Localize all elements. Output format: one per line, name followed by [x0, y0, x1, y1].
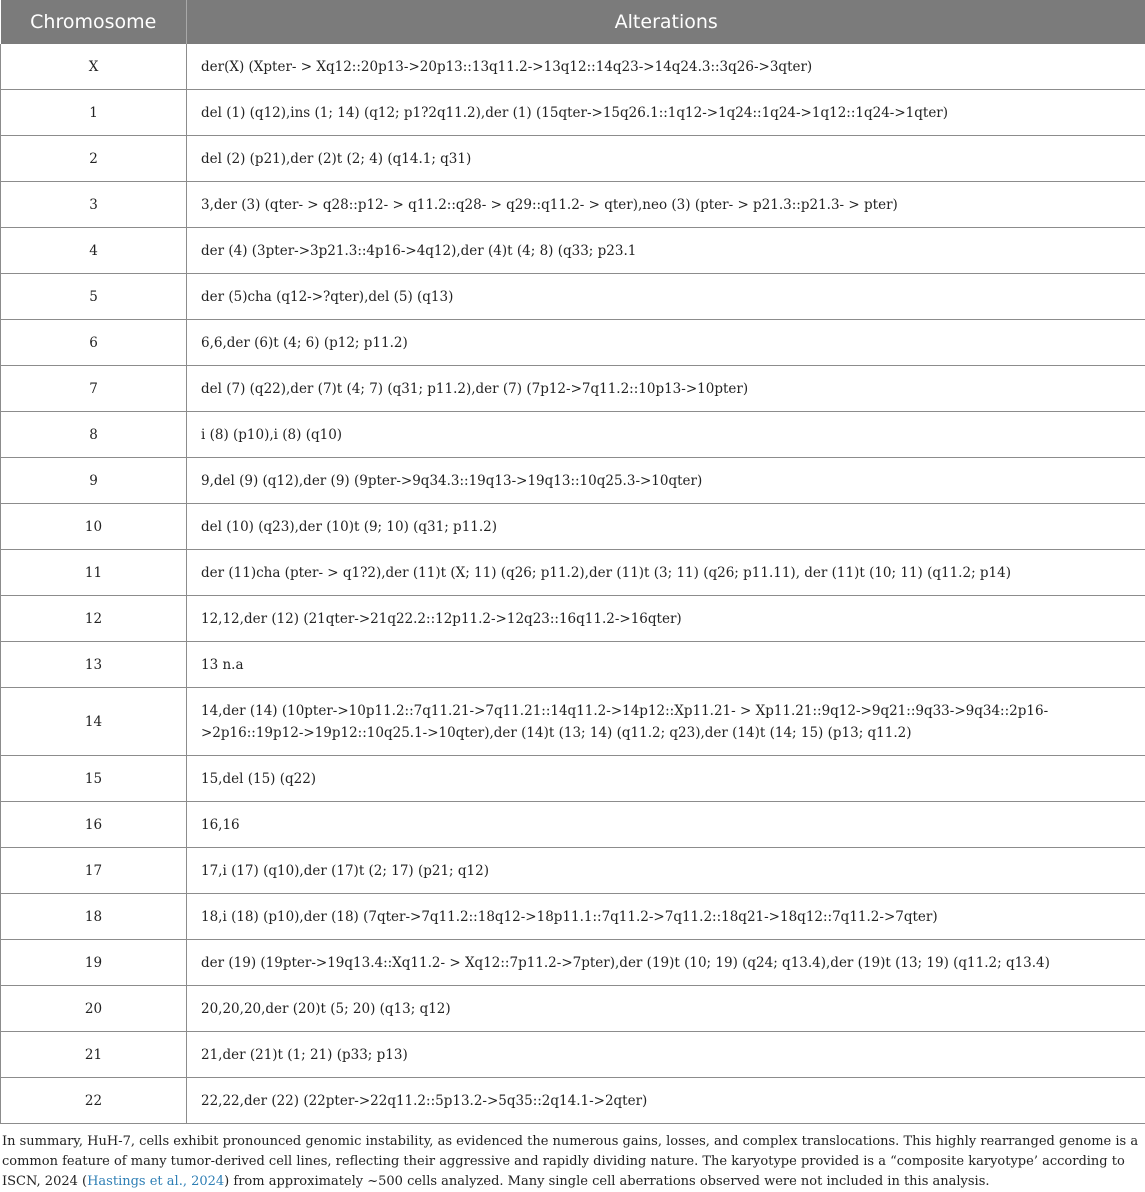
chromosome-cell: 18 — [1, 894, 187, 940]
column-header-alterations: Alterations — [187, 0, 1145, 44]
chromosome-cell: 22 — [1, 1078, 187, 1124]
alterations-cell: del (7) (q22),der (7)t (4; 7) (q31; p11.2),der (7) (7p12->7q11.2::10p13->10pter) — [187, 366, 1145, 412]
chromosome-cell: X — [1, 44, 187, 90]
table-row — [1, 550, 1145, 596]
table-row — [1, 986, 1145, 1032]
alterations-cell: 15,del (15) (q22) — [187, 756, 1145, 802]
table-row — [1, 320, 1145, 366]
alterations-cell: der(X) (Xpter- > Xq12::20p13->20p13::13q11.2->13q12::14q23->14q24.3::3q26->3qter) — [187, 44, 1145, 90]
alterations-cell: 18,i (18) (p10),der (18) (7qter->7q11.2::18q12->18p11.1::7q11.2->7q11.2::18q21->18q12::7q11.2->7qter) — [187, 894, 1145, 940]
table-row — [1, 182, 1145, 228]
chromosome-cell: 3 — [1, 182, 187, 228]
table-row — [1, 894, 1145, 940]
summary-paragraph — [0, 1124, 1145, 1192]
chromosome-cell: 12 — [1, 596, 187, 642]
alterations-cell: i (8) (p10),i (8) (q10) — [187, 412, 1145, 458]
chromosome-cell: 8 — [1, 412, 187, 458]
chromosome-cell: 15 — [1, 756, 187, 802]
alterations-cell: del (2) (p21),der (2)t (2; 4) (q14.1; q31) — [187, 136, 1145, 182]
table-row — [1, 136, 1145, 182]
table-row — [1, 90, 1145, 136]
table-row — [1, 802, 1145, 848]
summary-text-before: In summary, HuH-7, cells exhibit pronounced genomic instability, as evidenced the numerous gains, losses, and complex translocations. This highly rearranged genome is a common feature of many tumor-derived cell lines, reflecting their aggressive and rapidly dividing nature. The karyotype provided is a “composite karyotype’ according to ISCN, 2024 ( — [2, 1134, 1138, 1189]
alterations-cell: 16,16 — [187, 802, 1145, 848]
column-header-chromosome: Chromosome — [1, 0, 187, 44]
chromosome-cell: 16 — [1, 802, 187, 848]
table-row — [1, 848, 1145, 894]
chromosome-cell: 2 — [1, 136, 187, 182]
alterations-cell: 9,del (9) (q12),der (9) (9pter->9q34.3::19q13->19q13::10q25.3->10qter) — [187, 458, 1145, 504]
table-row — [1, 44, 1145, 90]
table-header-row — [1, 0, 1145, 44]
table-row — [1, 688, 1145, 756]
chromosome-cell: 11 — [1, 550, 187, 596]
chromosome-cell: 5 — [1, 274, 187, 320]
alterations-cell: 6,6,der (6)t (4; 6) (p12; p11.2) — [187, 320, 1145, 366]
alterations-cell: der (4) (3pter->3p21.3::4p16->4q12),der (4)t (4; 8) (q33; p23.1 — [187, 228, 1145, 274]
summary-text-after: ) from approximately ~500 cells analyzed. Many single cell aberrations observed were not included in this analysis. — [224, 1174, 989, 1189]
chromosome-cell: 14 — [1, 688, 187, 756]
alterations-cell: 17,i (17) (q10),der (17)t (2; 17) (p21; q12) — [187, 848, 1145, 894]
table-row — [1, 1078, 1145, 1124]
chromosome-cell: 6 — [1, 320, 187, 366]
table-body — [1, 44, 1145, 1124]
alterations-cell: 14,der (14) (10pter->10p11.2::7q11.21->7q11.21::14q11.2->14p12::Xp11.21- > Xp11.21::9q12->9q21::9q33->9q34::2p16->2p16::19p12->19p12::10q25.1->10qter),der (14)t (13; 14) (q11.2; q23),der (14)t (14; 15) (p13; q11.2) — [187, 688, 1145, 756]
chromosome-cell: 17 — [1, 848, 187, 894]
table-row — [1, 596, 1145, 642]
chromosome-cell: 10 — [1, 504, 187, 550]
alterations-cell: 21,der (21)t (1; 21) (p33; p13) — [187, 1032, 1145, 1078]
table-row — [1, 458, 1145, 504]
alterations-cell: 22,22,der (22) (22pter->22q11.2::5p13.2->5q35::2q14.1->2qter) — [187, 1078, 1145, 1124]
alterations-cell: 3,der (3) (qter- > q28::p12- > q11.2::q28- > q29::q11.2- > qter),neo (3) (pter- > p21.3::p21.3- > pter) — [187, 182, 1145, 228]
table-row — [1, 366, 1145, 412]
citation-link[interactable]: Hastings et al., 2024 — [87, 1174, 224, 1189]
alterations-cell: 20,20,20,der (20)t (5; 20) (q13; q12) — [187, 986, 1145, 1032]
chromosome-cell: 1 — [1, 90, 187, 136]
chromosome-cell: 20 — [1, 986, 187, 1032]
chromosome-cell: 13 — [1, 642, 187, 688]
chromosome-cell: 4 — [1, 228, 187, 274]
table-row — [1, 756, 1145, 802]
alterations-cell: der (5)cha (q12->?qter),del (5) (q13) — [187, 274, 1145, 320]
table-row — [1, 940, 1145, 986]
alterations-cell: del (1) (q12),ins (1; 14) (q12; p1?2q11.2),der (1) (15qter->15q26.1::1q12->1q24::1q24->1q12::1q24->1qter) — [187, 90, 1145, 136]
table-row — [1, 274, 1145, 320]
table-row — [1, 642, 1145, 688]
table-row — [1, 1032, 1145, 1078]
chromosome-cell: 9 — [1, 458, 187, 504]
alterations-cell: 13 n.a — [187, 642, 1145, 688]
alterations-cell: der (19) (19pter->19q13.4::Xq11.2- > Xq12::7p11.2->7pter),der (19)t (10; 19) (q24; q13.4),der (19)t (13; 19) (q11.2; q13.4) — [187, 940, 1145, 986]
alterations-cell: 12,12,der (12) (21qter->21q22.2::12p11.2->12q23::16q11.2->16qter) — [187, 596, 1145, 642]
chromosome-cell: 7 — [1, 366, 187, 412]
alterations-cell: del (10) (q23),der (10)t (9; 10) (q31; p11.2) — [187, 504, 1145, 550]
alterations-cell: der (11)cha (pter- > q1?2),der (11)t (X; 11) (q26; p11.2),der (11)t (3; 11) (q26; p11.11), der (11)t (10; 11) (q11.2; p14) — [187, 550, 1145, 596]
table-row — [1, 504, 1145, 550]
chromosome-cell: 19 — [1, 940, 187, 986]
table-row — [1, 228, 1145, 274]
table-row — [1, 412, 1145, 458]
chromosome-cell: 21 — [1, 1032, 187, 1078]
